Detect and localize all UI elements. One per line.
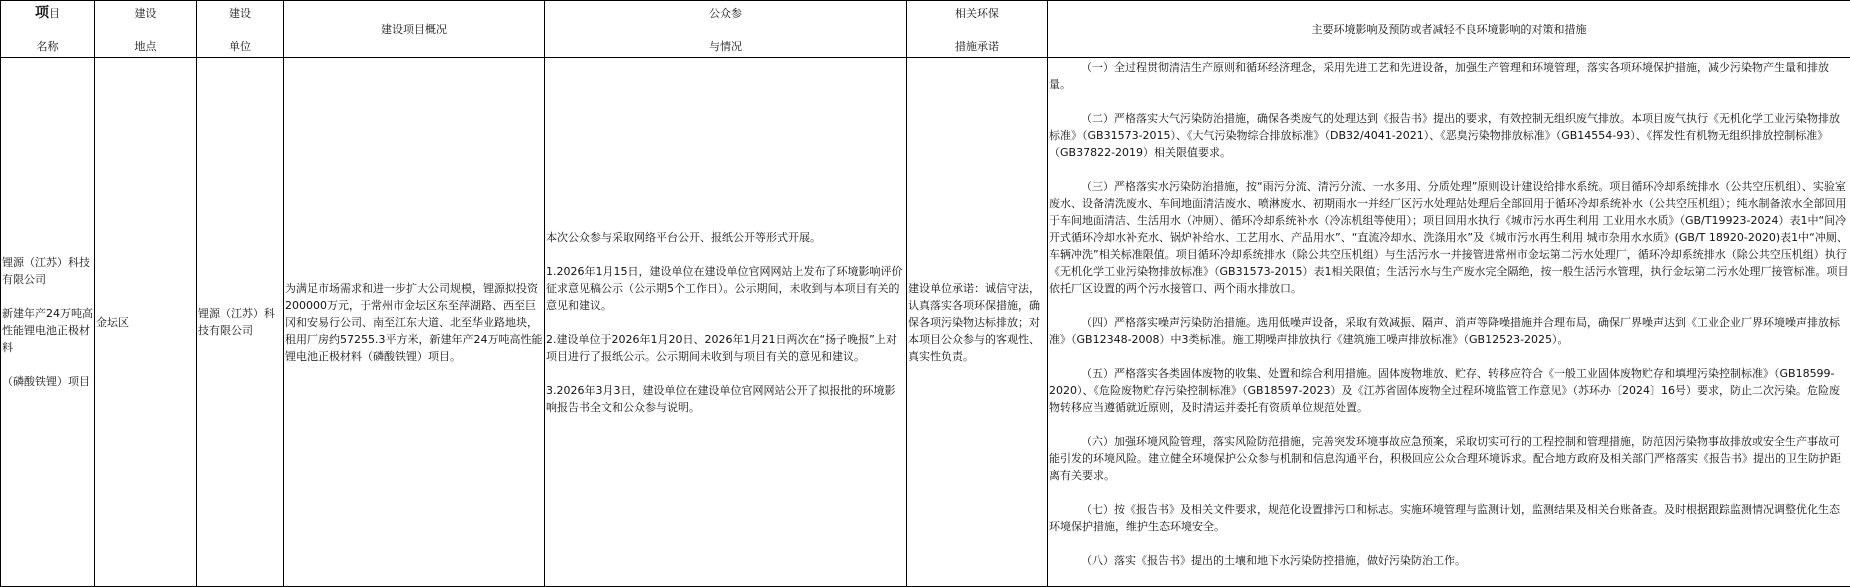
measure-7: （七）按《报告书》及相关文件要求，规范化设置排污口和标志。实施环境管理与监测计划，监测结果及相关台账备查。及时根据跟踪监测情况调整优化生态环境保护措施，维护生态环境安全。 bbox=[1049, 501, 1849, 535]
measure-5: （五）严格落实各类固体废物的收集、处置和综合利用措施。固体废物堆放、贮存、转移应符合《一般工业固体废物贮存和填埋污染控制标准》（GB18599-2020）、《危险废物贮存污染控制标准》（GB18597-2023）及《江苏省固体废物全过程环境监管工作意见》（苏环办〔2024〕16号）要求，防止二次污染。危险废物转移应当遵循就近原则，及时清运并委托有资质单位规范处置。 bbox=[1049, 365, 1849, 416]
header-measures bbox=[1048, 1, 1850, 58]
measures-cell bbox=[1048, 58, 1850, 587]
location-text: 金坛区 bbox=[96, 314, 196, 331]
project-title: 新建年产24万吨高性能锂电池正极材料 bbox=[2, 305, 94, 356]
header-overview-label: 建设项目概况 bbox=[381, 21, 447, 38]
header-project-char2: 目 bbox=[49, 7, 60, 20]
header-commitment bbox=[907, 1, 1048, 58]
public-cell bbox=[545, 58, 907, 587]
measure-1: （一）全过程贯彻清洁生产原则和循环经济理念，采用先进工艺和先进设备，加强生产管理和环境管理，落实各项环境保护措施，减少污染物产生量和排放量。 bbox=[1049, 59, 1849, 93]
header-location-bottom: 地点 bbox=[95, 34, 196, 57]
header-project-label: 名称 bbox=[1, 34, 94, 57]
project-subtitle: （磷酸铁锂）项目 bbox=[2, 373, 94, 390]
header-unit bbox=[197, 1, 284, 58]
commitment-cell bbox=[907, 58, 1048, 587]
overview-cell bbox=[284, 58, 545, 587]
unit-text: 锂源（江苏）科技有限公司 bbox=[198, 305, 283, 339]
header-measures-label: 主要环境影响及预防或者减轻不良环境影响的对策和措施 bbox=[1312, 21, 1587, 38]
public-para-3: 2.建设单位于2026年1月20日、2026年1月21日两次在“扬子晚报”上对项目进行了报纸公示。公示期间未收到与项目有关的意见和建议。 bbox=[546, 331, 906, 365]
location-cell bbox=[95, 58, 197, 587]
header-location bbox=[95, 1, 197, 58]
header-row bbox=[1, 1, 1850, 58]
overview-text: 为满足市场需求和进一步扩大公司规模，锂源拟投资200000万元，于常州市金坛区东至萍湖路、西至巨冈和安易行公司、南至江东大道、北至华业路地块，租用厂房约57255.3平方米，新建年产24万吨高性能锂电池正极材料（磷酸铁锂）项目。 bbox=[285, 280, 544, 365]
public-para-1: 本次公众参与采取网络平台公开、报纸公开等形式开展。 bbox=[546, 229, 906, 246]
header-public-top: 公众参 bbox=[545, 1, 906, 24]
measure-8: （八）落实《报告书》提出的土壤和地下水污染防控措施，做好污染防治工作。 bbox=[1049, 552, 1849, 569]
header-commitment-bottom: 措施承诺 bbox=[907, 34, 1047, 57]
header-overview bbox=[284, 1, 545, 58]
header-location-top: 建设 bbox=[95, 1, 196, 24]
header-commitment-top: 相关环保 bbox=[907, 1, 1047, 24]
header-project-name bbox=[1, 1, 95, 58]
measure-3: （三）严格落实水污染防治措施，按“雨污分流、清污分流、一水多用、分质处理”原则设计建设给排水系统。项目循环冷却系统排水（公共空压机组）、实验室废水、设备清洗废水、车间地面清洁废水、喷淋废水、初期雨水一并经厂区污水处理站处理后全部回用于循环冷却系统补水（公共空压机组）；纯水制备浓水全部回用于车间地面清洁、生活用水（冲厕）、循环冷却系统补水（冷冻机组等使用）；项目回用水执行《城市污水再生利用 工业用水水质》（GB/T19923-2024）表1中“间冷开式循环冷却水补充水、锅炉补给水、工艺用水、产品用水”、“直流冷却水、洗涤用水”及《城市污水再生利用 城市杂用水水质》(GB/T 18920-2020)表1中“冲厕、车辆冲洗”相关标准限值。项目循环冷却系统排水（除公共空压机组）与生活污水一并接管进常州市金坛第二污水处理厂，循环冷却系统排水（除公共空压机组）执行《无机化学工业污染物排放标准》（GB31573-2015）表1相关限值；生活污水与生产废水完全隔绝，按一般生活污水管理，执行金坛第二污水处理厂接管标准。项目依托厂区设置的两个污水接管口、两个雨水排放口。 bbox=[1049, 178, 1849, 297]
project-company: 锂源（江苏）科技有限公司 bbox=[2, 254, 94, 288]
header-project-char: 项 bbox=[35, 5, 49, 21]
project-name-cell bbox=[1, 58, 95, 587]
measure-2: （二）严格落实大气污染防治措施，确保各类废气的处理达到《报告书》提出的要求，有效控制无组织废气排放。本项目废气执行《无机化学工业污染物排放标准》（GB31573-2015）、《大气污染物综合排放标准》（DB32/4041-2021）、《恶臭污染物排放标准》（GB14554-93）、《挥发性有机物无组织排放控制标准》（GB37822-2019）相关限值要求。 bbox=[1049, 110, 1849, 161]
public-para-2: 1.2026年1月15日，建设单位在建设单位官网网站上发布了环境影响评价征求意见稿公示（公示期5个工作日）。公示期间，未收到与本项目有关的意见和建议。 bbox=[546, 263, 906, 314]
unit-cell bbox=[197, 58, 284, 587]
header-unit-bottom: 单位 bbox=[197, 34, 283, 57]
measure-4: （四）严格落实噪声污染防治措施。选用低噪声设备，采取有效减振、隔声、消声等降噪措施并合理布局，确保厂界噪声达到《工业企业厂界环境噪声排放标准》（GB12348-2008）中3类标准。施工期噪声排放执行《建筑施工噪声排放标准》（GB12523-2025）。 bbox=[1049, 314, 1849, 348]
table-row bbox=[1, 58, 1850, 587]
header-public bbox=[545, 1, 907, 58]
commitment-text: 建设单位承诺：诚信守法，认真落实各项环保措施，确保各项污染物达标排放；对本项目公众参与的客观性、真实性负责。 bbox=[908, 280, 1047, 365]
header-public-bottom: 与情况 bbox=[545, 34, 906, 57]
public-para-4: 3.2026年3月3日，建设单位在建设单位官网网站公开了拟报批的环境影响报告书全文和公众参与说明。 bbox=[546, 382, 906, 416]
measure-6: （六）加强环境风险管理，落实风险防范措施，完善突发环境事故应急预案，采取切实可行的工程控制和管理措施，防范因污染物事故排放或安全生产事故可能引发的环境风险。建立健全环境保护公众参与机制和信息沟通平台，积极回应公众合理环境诉求。配合地方政府及相关部门严格落实《报告书》提出的卫生防护距离有关要求。 bbox=[1049, 433, 1849, 484]
header-unit-top: 建设 bbox=[197, 1, 283, 24]
